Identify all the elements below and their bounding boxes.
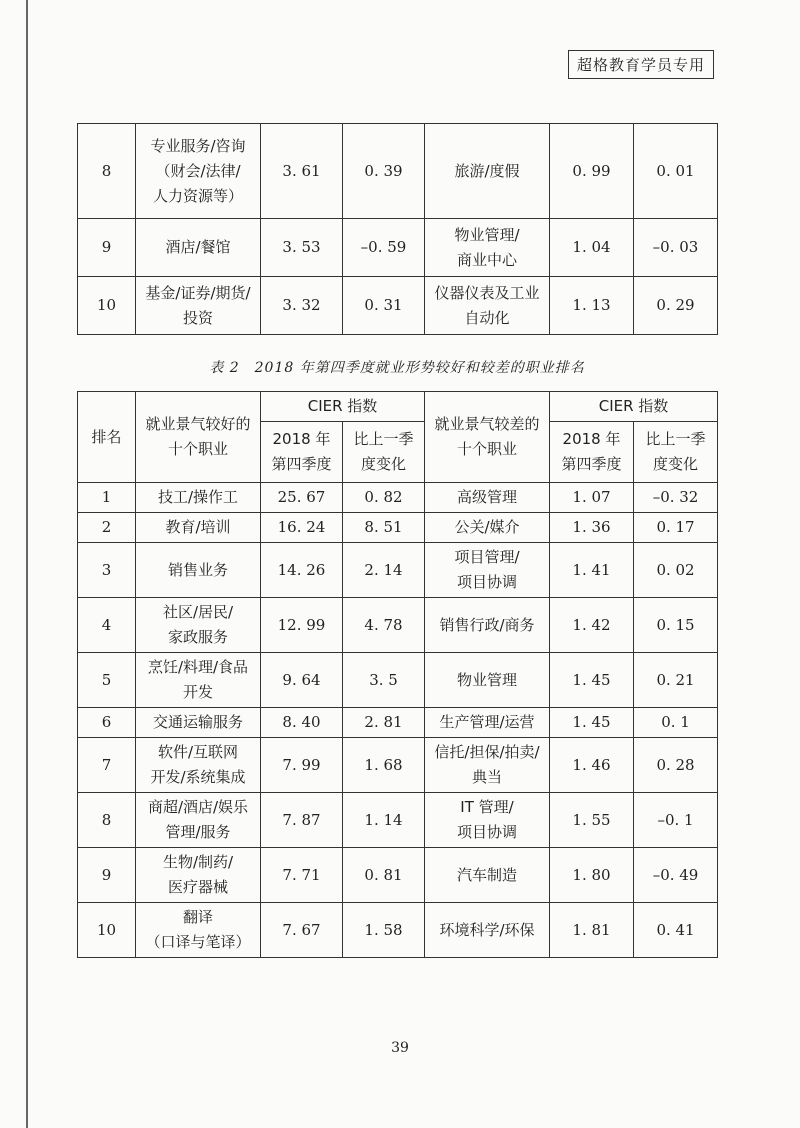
good-index-cell: 3. 53 bbox=[261, 219, 343, 277]
good-job-cell bbox=[136, 543, 261, 598]
good-index-cell: 16. 24 bbox=[261, 513, 343, 543]
bad-job-cell bbox=[425, 738, 550, 793]
bad-index-cell: 1. 45 bbox=[550, 708, 634, 738]
table-row bbox=[78, 708, 718, 738]
good-index-cell: 14. 26 bbox=[261, 543, 343, 598]
good-job-line: 专业服务/咨询 bbox=[150, 136, 246, 155]
bad-change-header-line: 比上一季 bbox=[645, 430, 706, 448]
bad-job-line: 物业管理 bbox=[457, 670, 518, 689]
bad-change-header-line: 度变化 bbox=[653, 455, 699, 473]
good-job-line: 技工/操作工 bbox=[157, 488, 239, 506]
bad-job-line: 销售行政/商务 bbox=[439, 615, 535, 634]
table-row bbox=[78, 738, 718, 793]
rank-cell: 9 bbox=[78, 848, 136, 903]
good-job-line: （口译与笔译） bbox=[145, 933, 251, 951]
bad-change-cell: –0. 03 bbox=[634, 219, 718, 277]
table-caption: 表 2 2018 年第四季度就业形势较好和较差的职业排名 bbox=[209, 360, 585, 376]
bad-change-cell: 0. 01 bbox=[634, 124, 718, 219]
bad-job-cell bbox=[425, 598, 550, 653]
good-change-cell: 1. 14 bbox=[343, 793, 425, 848]
bad-change-cell: –0. 49 bbox=[634, 848, 718, 903]
bad-change-cell: 0. 41 bbox=[634, 903, 718, 958]
good-job-line: 翻译 bbox=[182, 908, 213, 926]
good-change-cell: 0. 31 bbox=[343, 277, 425, 335]
rank-cell: 1 bbox=[78, 483, 136, 513]
good-job-header-line: 就业景气较好的 bbox=[145, 415, 251, 433]
bad-index-cell: 1. 41 bbox=[550, 543, 634, 598]
bad-job-cell bbox=[425, 793, 550, 848]
bad-job-cell bbox=[425, 708, 550, 738]
good-job-cell bbox=[136, 903, 261, 958]
page-number: 39 bbox=[391, 1040, 409, 1056]
rank-header: 排名 bbox=[78, 392, 136, 483]
good-job-cell bbox=[136, 598, 261, 653]
bad-change-cell: 0. 21 bbox=[634, 653, 718, 708]
rank-cell: 9 bbox=[78, 219, 136, 277]
bad-job-cell bbox=[425, 543, 550, 598]
bad-job-line: 项目协调 bbox=[457, 823, 518, 841]
bad-job-line: 信托/担保/拍卖/ bbox=[434, 743, 540, 761]
bad-job-line: 环境科学/环保 bbox=[439, 920, 535, 939]
bad-index-cell: 1. 80 bbox=[550, 848, 634, 903]
good-job-cell bbox=[136, 708, 261, 738]
good-job-cell bbox=[136, 848, 261, 903]
rank-cell: 8 bbox=[78, 793, 136, 848]
bad-job-line: IT 管理/ bbox=[460, 798, 514, 816]
bad-change-cell: 0. 17 bbox=[634, 513, 718, 543]
good-job-cell bbox=[136, 653, 261, 708]
bad-job-header-line: 就业景气较差的 bbox=[434, 415, 540, 433]
bad-job-cell bbox=[425, 513, 550, 543]
good-change-cell: 0. 39 bbox=[343, 124, 425, 219]
continued-table bbox=[77, 123, 718, 335]
bad-job-cell bbox=[425, 848, 550, 903]
ranking-table-header bbox=[78, 392, 718, 483]
bad-index-cell: 1. 13 bbox=[550, 277, 634, 335]
good-index-cell: 9. 64 bbox=[261, 653, 343, 708]
rank-cell: 8 bbox=[78, 124, 136, 219]
table-row bbox=[78, 513, 718, 543]
binding-line bbox=[26, 0, 28, 1128]
bad-index-header-line: 2018 年 bbox=[562, 430, 621, 448]
header-row bbox=[78, 392, 718, 422]
bad-index-cell: 1. 42 bbox=[550, 598, 634, 653]
bad-job-line: 项目管理/ bbox=[454, 548, 520, 566]
bad-change-cell: 0. 15 bbox=[634, 598, 718, 653]
good-index-cell: 3. 32 bbox=[261, 277, 343, 335]
bad-index-cell: 1. 45 bbox=[550, 653, 634, 708]
good-job-line: 酒店/餐馆 bbox=[165, 238, 231, 256]
good-job-cell bbox=[136, 793, 261, 848]
good-index-header bbox=[261, 422, 343, 483]
good-change-cell: 8. 51 bbox=[343, 513, 425, 543]
bad-job-cell bbox=[425, 483, 550, 513]
bad-job-line: 商业中心 bbox=[456, 250, 517, 269]
bad-job-cell bbox=[425, 653, 550, 708]
rank-cell: 6 bbox=[78, 708, 136, 738]
bad-job-line: 项目协调 bbox=[457, 573, 518, 591]
table-row bbox=[78, 848, 718, 903]
bad-job-line: 自动化 bbox=[464, 308, 510, 327]
bad-job-line: 物业管理/ bbox=[454, 225, 520, 244]
bad-job-cell bbox=[425, 219, 550, 277]
table-row bbox=[78, 903, 718, 958]
good-job-line: （财会/法律/ bbox=[155, 161, 241, 180]
cier-good-header: CIER 指数 bbox=[261, 392, 425, 422]
bad-job-line: 生产管理/运营 bbox=[439, 713, 535, 731]
table-row bbox=[78, 653, 718, 708]
rank-cell: 10 bbox=[78, 903, 136, 958]
good-change-cell: 2. 14 bbox=[343, 543, 425, 598]
good-job-line: 家政服务 bbox=[167, 628, 228, 646]
good-change-cell: 0. 82 bbox=[343, 483, 425, 513]
bad-index-cell: 1. 07 bbox=[550, 483, 634, 513]
bad-job-line: 公关/媒介 bbox=[454, 518, 520, 536]
good-job-line: 基金/证券/期货/ bbox=[145, 283, 251, 302]
good-change-cell: 4. 78 bbox=[343, 598, 425, 653]
bad-index-cell: 1. 04 bbox=[550, 219, 634, 277]
good-index-cell: 25. 67 bbox=[261, 483, 343, 513]
bad-index-cell: 1. 46 bbox=[550, 738, 634, 793]
ranking-table-body bbox=[78, 483, 718, 958]
bad-job-line: 旅游/度假 bbox=[454, 161, 520, 180]
bad-index-header-line: 第四季度 bbox=[561, 455, 622, 473]
good-index-cell: 3. 61 bbox=[261, 124, 343, 219]
good-job-line: 烹饪/料理/食品 bbox=[147, 658, 249, 676]
good-job-header bbox=[136, 392, 261, 483]
good-index-cell: 7. 67 bbox=[261, 903, 343, 958]
bad-job-line: 汽车制造 bbox=[457, 865, 518, 884]
table-row bbox=[78, 598, 718, 653]
table-row bbox=[78, 543, 718, 598]
bad-job-line: 仪器仪表及工业 bbox=[434, 283, 540, 302]
good-change-cell: 0. 81 bbox=[343, 848, 425, 903]
good-job-header-line: 十个职业 bbox=[167, 440, 228, 458]
bad-job-cell bbox=[425, 903, 550, 958]
good-job-line: 商超/酒店/娱乐 bbox=[147, 798, 249, 816]
table-row bbox=[78, 277, 718, 335]
good-job-cell bbox=[136, 124, 261, 219]
good-job-line: 社区/居民/ bbox=[162, 603, 234, 621]
rank-cell: 5 bbox=[78, 653, 136, 708]
good-index-cell: 7. 71 bbox=[261, 848, 343, 903]
good-job-line: 开发 bbox=[182, 683, 213, 701]
bad-index-cell: 0. 99 bbox=[550, 124, 634, 219]
bad-change-cell: 0. 29 bbox=[634, 277, 718, 335]
good-job-cell bbox=[136, 219, 261, 277]
cier-bad-header: CIER 指数 bbox=[550, 392, 718, 422]
header-tag: 超格教育学员专用 bbox=[568, 50, 714, 79]
good-change-header-line: 比上一季 bbox=[353, 430, 414, 448]
good-index-cell: 8. 40 bbox=[261, 708, 343, 738]
good-index-cell: 12. 99 bbox=[261, 598, 343, 653]
good-job-line: 医疗器械 bbox=[167, 878, 228, 896]
bad-index-cell: 1. 55 bbox=[550, 793, 634, 848]
good-job-cell bbox=[136, 483, 261, 513]
bad-index-cell: 1. 36 bbox=[550, 513, 634, 543]
bad-change-cell: –0. 1 bbox=[634, 793, 718, 848]
good-index-header-line: 2018 年 bbox=[272, 430, 331, 448]
good-job-line: 开发/系统集成 bbox=[150, 768, 246, 786]
rank-cell: 3 bbox=[78, 543, 136, 598]
bad-change-cell: 0. 02 bbox=[634, 543, 718, 598]
good-index-header-line: 第四季度 bbox=[271, 455, 332, 473]
bad-index-cell: 1. 81 bbox=[550, 903, 634, 958]
good-change-cell: 3. 5 bbox=[343, 653, 425, 708]
table-row bbox=[78, 793, 718, 848]
good-change-header-line: 度变化 bbox=[361, 455, 407, 473]
table-row bbox=[78, 124, 718, 219]
bad-job-header-line: 十个职业 bbox=[457, 440, 518, 458]
good-job-line: 交通运输服务 bbox=[152, 713, 243, 731]
bad-change-cell: 0. 28 bbox=[634, 738, 718, 793]
good-index-cell: 7. 99 bbox=[261, 738, 343, 793]
good-change-cell: 1. 58 bbox=[343, 903, 425, 958]
good-job-line: 人力资源等） bbox=[152, 186, 243, 205]
good-change-cell: 2. 81 bbox=[343, 708, 425, 738]
rank-cell: 2 bbox=[78, 513, 136, 543]
good-job-cell bbox=[136, 738, 261, 793]
good-job-line: 销售业务 bbox=[167, 560, 228, 579]
table-row bbox=[78, 483, 718, 513]
bad-change-header bbox=[634, 422, 718, 483]
good-change-cell: 1. 68 bbox=[343, 738, 425, 793]
rank-cell: 4 bbox=[78, 598, 136, 653]
good-job-line: 生物/制药/ bbox=[162, 853, 234, 871]
bad-job-header bbox=[425, 392, 550, 483]
good-job-line: 投资 bbox=[182, 308, 213, 327]
rank-cell: 10 bbox=[78, 277, 136, 335]
bad-job-cell bbox=[425, 277, 550, 335]
good-index-cell: 7. 87 bbox=[261, 793, 343, 848]
bad-index-header bbox=[550, 422, 634, 483]
bad-change-cell: 0. 1 bbox=[634, 708, 718, 738]
bad-job-line: 典当 bbox=[472, 768, 503, 786]
good-job-line: 教育/培训 bbox=[165, 518, 231, 536]
continued-table-body bbox=[78, 124, 718, 335]
rank-cell: 7 bbox=[78, 738, 136, 793]
bad-change-cell: –0. 32 bbox=[634, 483, 718, 513]
good-job-line: 软件/互联网 bbox=[157, 743, 239, 761]
ranking-table bbox=[77, 391, 718, 958]
table-row bbox=[78, 219, 718, 277]
good-job-cell bbox=[136, 513, 261, 543]
good-change-header bbox=[343, 422, 425, 483]
bad-job-line: 高级管理 bbox=[457, 488, 518, 506]
good-change-cell: –0. 59 bbox=[343, 219, 425, 277]
good-job-line: 管理/服务 bbox=[165, 823, 231, 841]
bad-job-cell bbox=[425, 124, 550, 219]
good-job-cell bbox=[136, 277, 261, 335]
